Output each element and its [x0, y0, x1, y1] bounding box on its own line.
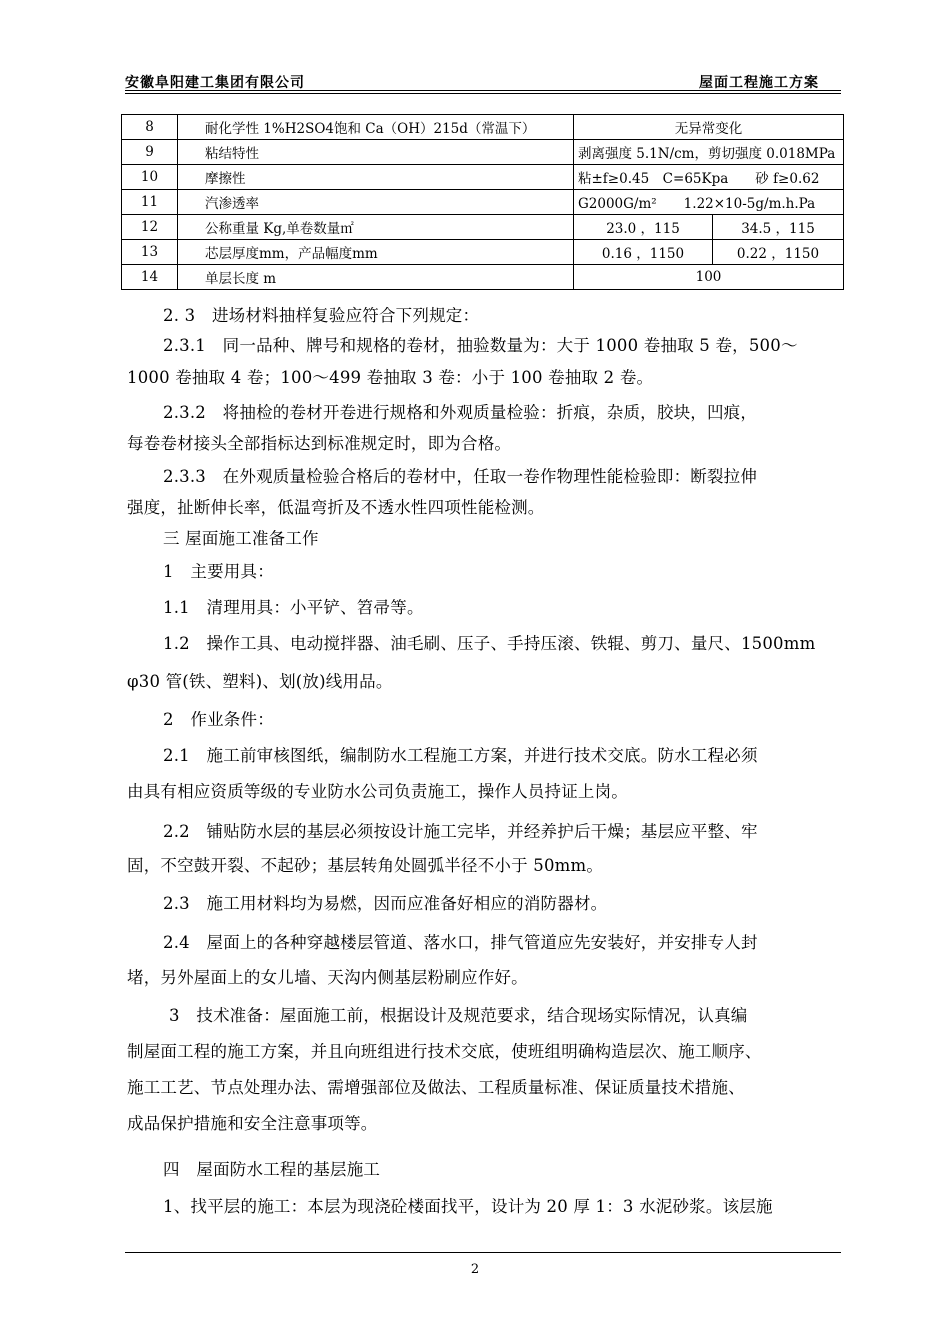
body-line: 每卷卷材接头全部指标达到标准规定时，即为合格。 — [127, 434, 512, 453]
section-heading: 四 屋面防水工程的基层施工 — [163, 1160, 381, 1179]
property-name: 芯层厚度mm，产品幅度mm — [178, 240, 574, 265]
row-number: 8 — [122, 115, 178, 140]
footer-rule — [125, 1252, 841, 1253]
body-line: 施工工艺、节点处理办法、需增强部位及做法、工程质量标准、保证质量技术措施、 — [127, 1078, 745, 1097]
body-line: 2 作业条件： — [163, 710, 274, 729]
row-number: 13 — [122, 240, 178, 265]
body-line: 2.3.3 在外观质量检验合格后的卷材中，任取一卷作物理性能检验即：断裂拉伸 — [163, 467, 758, 486]
page-number: 2 — [470, 1262, 480, 1277]
property-name: 单层长度 m — [178, 265, 574, 290]
table-row — [122, 115, 844, 140]
body-line: 1 主要用具： — [163, 562, 274, 581]
table-row — [122, 215, 844, 240]
body-line: 1000 卷抽取 4 卷；100～499 卷抽取 3 卷：小于 100 卷抽取 2 卷。 — [127, 368, 654, 387]
property-value: 粘±f≥0.45 C=65Kpa 砂 f≥0.62 — [574, 165, 844, 190]
page-header — [125, 68, 841, 90]
body-line: φ30 管(铁、塑料)、划(放)线用品。 — [127, 672, 393, 691]
body-line: 由具有相应资质等级的专业防水公司负责施工，操作人员持证上岗。 — [127, 782, 628, 801]
property-name: 粘结特性 — [178, 140, 574, 165]
section-heading: 三 屋面施工准备工作 — [163, 529, 319, 548]
property-value: 无异常变化 — [574, 115, 844, 140]
table-row — [122, 165, 844, 190]
row-number: 10 — [122, 165, 178, 190]
property-value-a: 23.0 ，115 — [574, 215, 713, 240]
property-name: 摩擦性 — [178, 165, 574, 190]
body-line: 2.1 施工前审核图纸，编制防水工程施工方案，并进行技术交底。防水工程必须 — [163, 746, 758, 765]
table-row — [122, 190, 844, 215]
property-value: 100 — [574, 265, 844, 290]
body-line: 固，不空鼓开裂、不起砂；基层转角处圆弧半径不小于 50mm。 — [127, 856, 604, 875]
property-value-a: 0.16 ，1150 — [574, 240, 713, 265]
body-line: 制屋面工程的施工方案，并且向班组进行技术交底，使班组明确构造层次、施工顺序、 — [127, 1042, 762, 1061]
body-line: 1.1 清理用具：小平铲、笤帚等。 — [163, 598, 424, 617]
row-number: 12 — [122, 215, 178, 240]
table-row — [122, 140, 844, 165]
body-line: 成品保护措施和安全注意事项等。 — [127, 1114, 378, 1133]
header-rule-thick — [125, 90, 841, 91]
property-value: G2000G/m² 1.22×10-5g/m.h.Pa — [574, 190, 844, 215]
row-number: 14 — [122, 265, 178, 290]
property-name: 汽渗透率 — [178, 190, 574, 215]
body-line: 2. 3 进场材料抽样复验应符合下列规定： — [163, 306, 480, 325]
table-row — [122, 240, 844, 265]
body-line: 强度，扯断伸长率，低温弯折及不透水性四项性能检测。 — [127, 498, 545, 517]
row-number: 11 — [122, 190, 178, 215]
body-line: 2.3.1 同一品种、牌号和规格的卷材，抽验数量为：大于 1000 卷抽取 5 卷，500～ — [163, 336, 798, 355]
body-line: 2.4 屋面上的各种穿越楼层管道、落水口，排气管道应先安装好，并安排专人封 — [163, 933, 758, 952]
property-name: 耐化学性 1%H2SO4饱和 Ca（OH）215d（常温下） — [178, 115, 574, 140]
document-title: 屋面工程施工方案 — [699, 75, 819, 91]
row-number: 9 — [122, 140, 178, 165]
body-line: 堵，另外屋面上的女儿墙、天沟内侧基层粉刷应作好。 — [127, 968, 528, 987]
property-name: 公称重量 Kg,单卷数量㎡ — [178, 215, 574, 240]
body-line: 2.3 施工用材料均为易燃，因而应准备好相应的消防器材。 — [163, 894, 608, 913]
header-rule-thin — [125, 93, 841, 94]
property-value-b: 0.22 ，1150 — [713, 240, 844, 265]
body-line: 1、找平层的施工：本层为现浇砼楼面找平，设计为 20 厚 1：3 水泥砂浆。该层施 — [163, 1197, 773, 1216]
table-row — [122, 265, 844, 290]
property-value: 剥离强度 5.1N/cm，剪切强度 0.018MPa — [574, 140, 844, 165]
property-value-b: 34.5 ，115 — [713, 215, 844, 240]
body-line: 1.2 操作工具、电动搅拌器、油毛刷、压子、手持压滚、铁辊、剪刀、量尺、1500mm — [163, 634, 816, 653]
body-line: 2.2 铺贴防水层的基层必须按设计施工完毕，并经养护后干燥；基层应平整、牢 — [163, 822, 758, 841]
body-line: 2.3.2 将抽检的卷材开卷进行规格和外观质量检验：折痕，杂质，胶块，凹痕， — [163, 403, 758, 422]
company-name: 安徽阜阳建工集团有限公司 — [125, 75, 305, 91]
body-line: 3 技术准备：屋面施工前，根据设计及规范要求，结合现场实际情况，认真编 — [169, 1006, 748, 1025]
spec-table — [121, 114, 844, 290]
